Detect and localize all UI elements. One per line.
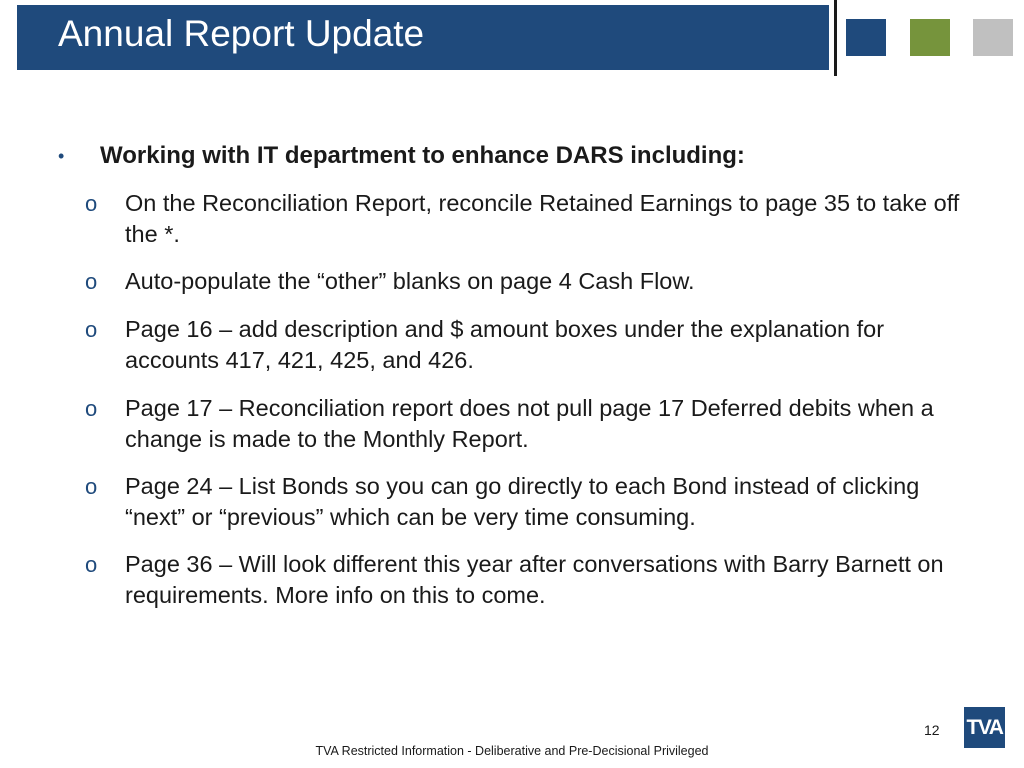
list-item-text: Page 36 – Will look different this year after conversations with Barry Barnett on requirements. More info on this to come.: [125, 551, 944, 608]
decorative-square-blue: [846, 19, 886, 56]
decorative-square-gray: [973, 19, 1013, 56]
circle-bullet-icon: o: [85, 396, 98, 421]
main-bullet-text: Working with IT department to enhance DARS including:: [100, 142, 745, 169]
footer-text: TVA Restricted Information - Deliberative and Pre-Decisional Privileged: [315, 744, 709, 758]
list-item-text: On the Reconciliation Report, reconcile Retained Earnings to page 35 to take off the *.: [125, 190, 960, 247]
circle-bullet-icon: o: [85, 317, 98, 342]
tva-logo: TVA: [964, 707, 1005, 748]
circle-bullet-icon: o: [85, 191, 98, 216]
list-item-text: Page 24 – List Bonds so you can go directly to each Bond instead of clicking “next” or “previous” which can be very time consuming.: [125, 473, 920, 530]
page-number: 12: [924, 722, 940, 738]
circle-bullet-icon: o: [85, 269, 98, 294]
list-item-text: Page 17 – Reconciliation report does not pull page 17 Deferred debits when a change is made to the Monthly Report.: [125, 395, 934, 452]
list-item-text: Page 16 – add description and $ amount boxes under the explanation for accounts 417, 421, 425, and 426.: [125, 316, 885, 373]
list-item-text: Auto-populate the “other” blanks on page 4 Cash Flow.: [125, 268, 695, 294]
slide-title: Annual Report Update: [58, 13, 425, 54]
title-divider: [834, 0, 837, 76]
circle-bullet-icon: o: [85, 474, 98, 499]
decorative-square-green: [910, 19, 950, 56]
circle-bullet-icon: o: [85, 552, 98, 577]
bullet-icon: •: [58, 146, 65, 166]
